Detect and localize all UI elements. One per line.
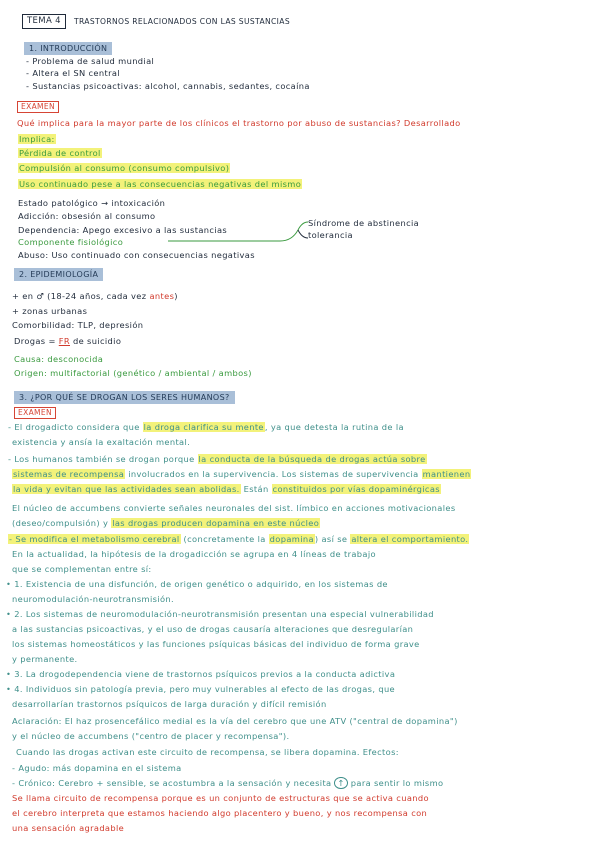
section-header-epidemiologia: 2. EPIDEMIOLOGÍA bbox=[14, 268, 103, 281]
intro-bullet: - Sustancias psicoactivas: alcohol, cannabis, sedantes, cocaína bbox=[26, 81, 310, 91]
aclaracion-line: Aclaración: El haz prosencefálico medial es la vía del cerebro que une ATV ("central de dopamina") bbox=[12, 716, 458, 726]
para-hipotesis: En la actualidad, la hipótesis de la drogadicción se agrupa en 4 líneas de trabajo bbox=[12, 549, 376, 559]
hypothesis-item: • 1. Existencia de una disfunción, de origen genético o adquirido, en los sistemas de bbox=[6, 579, 388, 589]
tolerancia-label: tolerancia bbox=[308, 230, 353, 240]
topic-number-box: TEMA 4 bbox=[22, 14, 66, 29]
aclaracion-line-cont: y el núcleo de accumbens ("centro de placer y recompensa"). bbox=[12, 731, 290, 741]
exam-tag: EXAMEN bbox=[14, 407, 56, 419]
implica-point: Pérdida de control bbox=[19, 148, 101, 158]
hypothesis-item-cont: a las sustancias psicoactivas, y el uso de drogas causaría alteraciones que desregularían bbox=[12, 624, 414, 634]
estado-line: Estado patológico → intoxicación bbox=[18, 198, 166, 208]
epi-comorbidity-line: Comorbilidad: TLP, depresión bbox=[12, 320, 144, 330]
exam-tag: EXAMEN bbox=[17, 101, 59, 113]
hypothesis-item: • 4. Individuos sin patología previa, pero muy vulnerables al efecto de las drogas, que bbox=[6, 684, 396, 694]
abuso-line: Abuso: Uso continuado con consecuencias negativas bbox=[18, 250, 255, 260]
circuito-line-cont: una sensación agradable bbox=[12, 823, 125, 833]
para-accumbens: El núcleo de accumbens convierte señales neuronales del sist. límbico en acciones motivacionales bbox=[12, 503, 456, 513]
dependencia-line: Dependencia: Apego excesivo a las sustancias bbox=[18, 225, 228, 235]
componente-line: Componente fisiológico bbox=[18, 237, 124, 247]
cuando-line: Cuando las drogas activan este circuito de recompensa, se libera dopamina. Efectos: bbox=[16, 747, 399, 757]
hypothesis-item-cont: desarrollarían trastornos psíquicos de larga duración y difícil remisión bbox=[12, 699, 327, 709]
epi-causa-line: Causa: desconocida bbox=[14, 354, 104, 364]
circuito-line-cont: el cerebro interpreta que estamos haciendo algo placentero y bueno, y nos recompensa con bbox=[12, 808, 428, 818]
adiccion-line: Adicción: obsesión al consumo bbox=[18, 211, 156, 221]
epi-origen-line: Origen: multifactorial (genético / ambiental / ambos) bbox=[14, 368, 252, 378]
efecto-agudo: - Agudo: más dopamina en el sistema bbox=[12, 763, 182, 773]
implica-point: Uso continuado pese a las consecuencias negativas del mismo bbox=[19, 179, 302, 189]
circuito-line: Se llama circuito de recompensa porque es un conjunto de estructuras que se activa cuando bbox=[12, 793, 429, 803]
hypothesis-item-cont: y permanente. bbox=[12, 654, 78, 664]
para-humanos-cont: la vida y evitan que las actividades sean abolidas. Están constituidos por vías dopaminérgicas bbox=[13, 484, 440, 494]
para-metabolismo: - Se modifica el metabolismo cerebral (concretamente la dopamina) así se altera el comportamiento. bbox=[9, 534, 469, 544]
para-drogadicto-cont: existencia y ansía la exaltación mental. bbox=[12, 437, 191, 447]
dependencia-brace bbox=[160, 216, 310, 250]
implica-point: Compulsión al consumo (consumo compulsivo) bbox=[19, 163, 230, 173]
efecto-cronico: - Crónico: Cerebro + sensible, se acostumbra a la sensación y necesita ↑ para sentir lo mismo bbox=[12, 778, 444, 788]
section-header-por-que: 3. ¿POR QUÉ SE DROGAN LOS SERES HUMANOS? bbox=[14, 391, 235, 404]
para-drogadicto: - El drogadicto considera que la droga clarifica su mente, ya que detesta la rutina de la bbox=[8, 422, 404, 432]
para-humanos-cont: sistemas de recompensa involucrados en la supervivencia. Los sistemas de supervivencia mantienen bbox=[13, 469, 471, 479]
hypothesis-item-cont: neuromodulación-neurotransmisión. bbox=[12, 594, 174, 604]
epi-drugs-line: Drogas = FR de suicidio bbox=[14, 336, 122, 346]
hypothesis-item: • 3. La drogodependencia viene de trastornos psíquicos previos a la conducta adictiva bbox=[6, 669, 396, 679]
epi-urban-line: + zonas urbanas bbox=[12, 306, 88, 316]
para-hipotesis-cont: que se complementan entre sí: bbox=[12, 564, 152, 574]
hypothesis-item-cont: los sistemas homeostáticos y las funciones psíquicas básicas del individuo de forma grave bbox=[12, 639, 420, 649]
implica-label: Implica: bbox=[19, 134, 55, 144]
page-title: TRASTORNOS RELACIONADOS CON LAS SUSTANCIAS bbox=[74, 17, 290, 26]
section-header-introduccion: 1. INTRODUCCIÓN bbox=[24, 42, 112, 55]
exam-question: Qué implica para la mayor parte de los clínicos el trastorno por abuso de sustancias? Desarrollado bbox=[17, 118, 461, 128]
hypothesis-item: • 2. Los sistemas de neuromodulación-neurotransmisión presentan una especial vulnerabilidad bbox=[6, 609, 434, 619]
para-accumbens-cont: (deseo/compulsión) y las drogas producen dopamina en este núcleo bbox=[12, 518, 320, 528]
intro-bullet: - Problema de salud mundial bbox=[26, 56, 155, 66]
sindrome-abstinencia: Síndrome de abstinencia bbox=[308, 218, 420, 228]
para-humanos: - Los humanos también se drogan porque la conducta de la búsqueda de drogas actúa sobre bbox=[8, 454, 426, 464]
epi-sex-line: + en ♂ (18-24 años, cada vez antes) bbox=[12, 291, 178, 301]
intro-bullet: - Altera el SN central bbox=[26, 68, 120, 78]
